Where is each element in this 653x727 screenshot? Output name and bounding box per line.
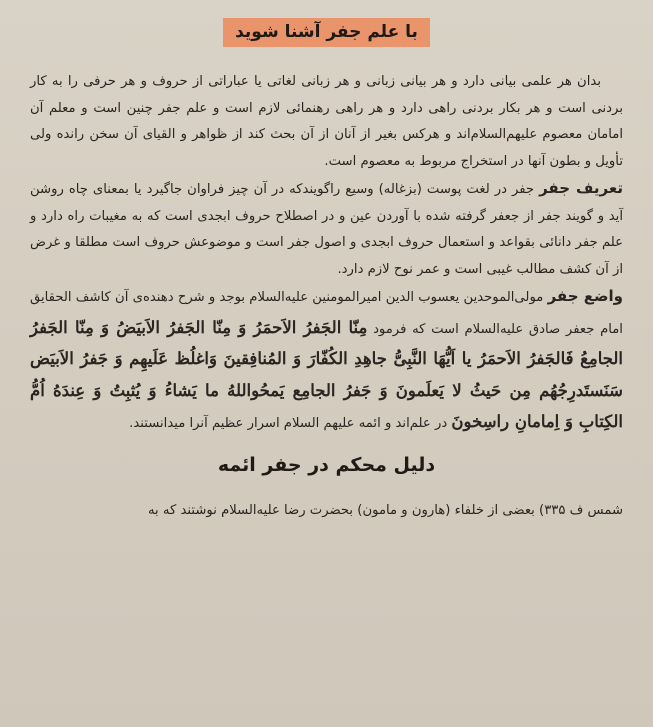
page-title: با علم جفر آشنا شوید [223, 18, 430, 47]
founder-text-b: در علم‌اند و ائمه علیهم السلام اسرار عظیم آنرا میدانستند. [129, 416, 448, 432]
title-wrap [30, 18, 623, 47]
definition-text: جفر در لغت پوست (بزغاله) وسیع راگویندکه در آن چیز فراوان جاگیرد یا بمعنای چاه روشن آید و گویند جفر از جعفر گرفته شده با آوردن عین و در اصطلاح حروف ابجدی است که به مغیبات راه دارد و علم جفر دانائی بقواعد و استعمال حروف ابجدی و اصول جفر است و موضوعش حروف است مطلقا و غرض از آن کشف مطالب غیبی است و عمر نوح لازم دارد. [30, 182, 623, 277]
founder-term: واضع جفر [547, 287, 623, 306]
hadith-quote: مِنّا الجَفرُ الاَحمَرُ وَ مِنّا الجَفرُ الاَبیَضُ وَ مِنّا الجَفرُ الجامِعُ فَالجَفرُ الاَحمَرُ یا اَیُّهَا النَّبِیُّ جاهِدِ الکُفّارَ وَ المُنافِقینَ وَاغلُظ عَلَیهِم وَ جَفرُ الاَبیَض سَنَستَدرِجُهُم مِن حَیثُ لا یَعلَمونَ وَ جَفرُ الجامِع یَمحُواللهُ ما یَشاءُ وَ یُثبِتُ وَ عِندَهُ اُمُّ الکِتابِ وَ اِمامانِ راسِخونَ [30, 317, 623, 432]
intro-paragraph: بدان هر علمی بیانی دارد و هر بیانی زبانی و هر زبانی لغاتی یا عباراتی از حروف و هر حرفی را به کار بردنی است و هر بکار بردنی راهی دارد و هر راهی رهنمائی لازم است و علم جفر چنین است و معلم آن امامان معصوم علیهم‌السلام‌اند و هرکس بغیر از آنان از آن بحث کند از ظواهر و القیای آن سخن رانده ولی تأویل و بطون آنها در استخراج مربوط به معصوم است. [30, 74, 623, 169]
section-subtitle: دلیل محکم در جفر ائمه [217, 453, 436, 476]
founder-text-a: مولی‌الموحدین یعسوب الدین امیرالمومنین علیه‌السلام بوجد و شرح دهنده‌ی آن کاشف الحقایق امام جعفر صادق علیه‌السلام است که فرمود [30, 290, 623, 337]
definition-term: تعریف جفر [539, 179, 623, 198]
definition-paragraph [30, 175, 623, 283]
founder-paragraph [30, 283, 623, 438]
subtitle-wrap [30, 454, 623, 476]
proof-paragraph: شمس ف ۳۳۵) بعضی از خلفاء (هارون و مامون) بحضرت رضا علیه‌السلام نوشتند که به [147, 502, 623, 518]
